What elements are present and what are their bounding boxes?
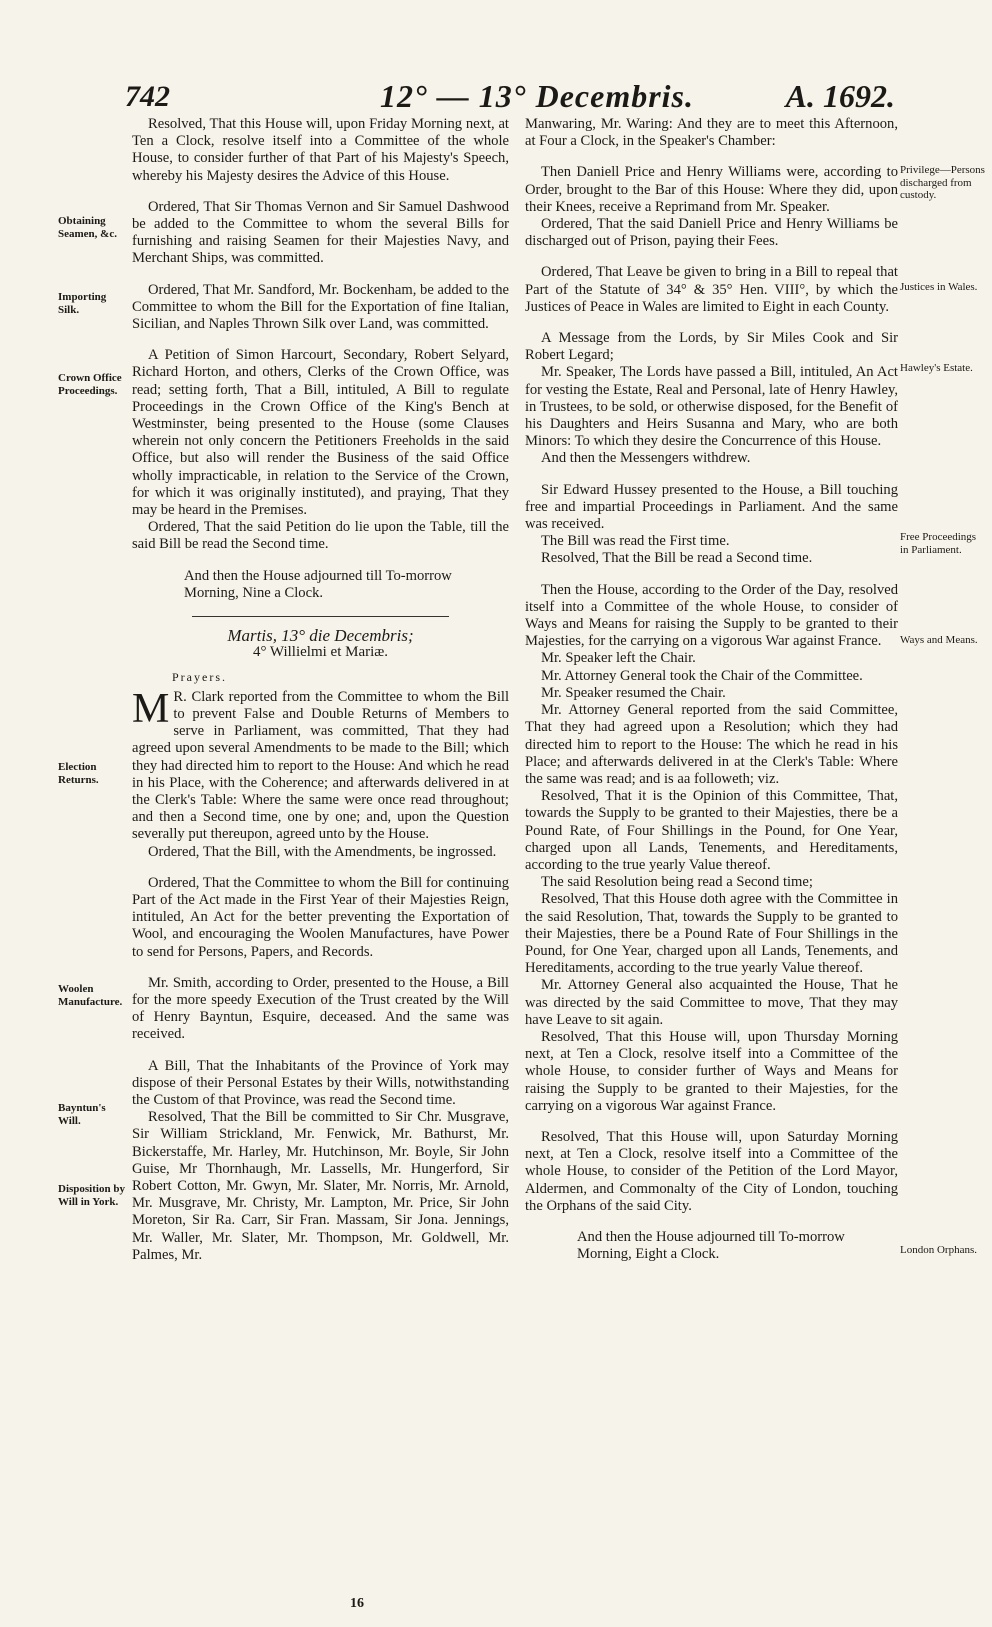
left-column — [132, 116, 509, 1264]
paragraph: Resolved, That this House will, upon Friday Morning next, at Ten a Clock, resolve itself into a Committee of the whole House, to consider further of that Part of his Majesty's Speech, whereby his Majesty desires the Advice of this House. — [132, 116, 509, 184]
paragraph: Mr. Speaker, The Lords have passed a Bill, intituled, An Act for vesting the Estate, Real and Personal, late of Henry Hawley, in Trustees, to be sold, or otherwise disposed, for the Benefit of his Daughters and Heirs Susanna and Mary, who are both Minors: To which they desire the Concurrence of this House. — [525, 364, 898, 450]
running-title: 12° — 13° Decembris. — [380, 78, 694, 114]
right-column — [525, 116, 898, 1263]
paragraph: Then the House, according to the Order of the Day, resolved itself into a Committee of the whole House, to consider of Ways and Means for raising the Supply to be granted to their Majesties, for the carrying on a vigorous War against France. — [525, 581, 898, 650]
paragraph: Mr. Speaker left the Chair. — [541, 650, 696, 667]
paragraph: Resolved, That this House doth agree with the Committee in the said Resolution, That, towards the Supply to be granted to their Majesties, there be a Pound Rate of Four Shillings in the Pound, for One Year, charged upon all Lands, Tenements, and Hereditaments, according to the true yearly Value thereof. — [525, 891, 898, 977]
paragraph: Ordered, That the said Petition do lie upon the Table, till the said Bill be read the Second time. — [132, 519, 509, 553]
margin-note: Obtaining Seamen, &c. — [58, 215, 117, 240]
paragraph: Mr. Attorney General also acquainted the House, That he was directed by the said Committee to move, That they may have Leave to sit again. — [525, 977, 898, 1028]
margin-note: Privilege—Persons discharged from custody. — [900, 164, 985, 201]
margin-note: Free Proceedings in Parliament. — [900, 531, 977, 556]
adjournment: And then the House adjourned till To-morrow Morning, Nine a Clock. — [184, 567, 452, 601]
paragraph-text: R. Clark reported from the Committee to whom the Bill to prevent False and Double Returns of Members to serve in Parliament, was committed, That they had agreed upon several Amendments to be made to the Bill; which they had directed him to report to the House: And which he read in his Place, with the Coherence; and afterwards delivered in at the Clerk's Table: Where the same were once read throughout; and then a Second time, one by one; and, upon the Question severally put thereupon, agreed unto by the House. — [132, 688, 509, 843]
margin-note: Bayntun's Will. — [58, 1102, 106, 1127]
margin-note: London Orphans. — [900, 1244, 977, 1256]
margin-note: Justices in Wales. — [900, 281, 978, 293]
paragraph: Resolved, That the Bill be committed to Sir Chr. Musgrave, Sir William Strickland, Mr. Fenwick, Mr. Bathurst, Mr. Bickerstaffe, Mr. Harley, Mr. Hutchinson, Mr. Boyle, Sir John Guise, Mr Thornhaugh, Mr. Lassells, Mr. Hungerford, Sir Robert Cotton, Mr. Gwyn, Mr. Slater, Mr. Norris, Mr. Arnold, Mr. Musgrave, Mr. Christy, Mr. Lampton, Mr. Price, Sir John Moreton, Sir Ra. Carr, Sir Fran. Massam, Sir Jona. Jennings, Mr. Waller, Mr. Slater, Mr. Thompson, Mr. Goldwell, Mr. Palmes, Mr. — [132, 1109, 509, 1263]
signature-mark: 16 — [350, 1596, 364, 1611]
paragraph: A Bill, That the Inhabitants of the Province of York may dispose of their Personal Estates by their Wills, notwithstanding the Custom of that Province, was read the Second time. — [132, 1057, 509, 1108]
day-heading: Martis, 13° die Decembris; — [227, 626, 414, 646]
paragraph: Resolved, That the Bill be read a Second time. — [541, 550, 813, 567]
margin-note: Election Returns. — [58, 761, 99, 786]
margin-note: Importing Silk. — [58, 291, 107, 316]
paragraph: Ordered, That Mr. Sandford, Mr. Bockenham, be added to the Committee to whom the Bill for the Exportation of fine Italian, Sicilian, and Naples Thrown Silk over Land, was committed. — [132, 281, 509, 333]
paragraph: Resolved, That this House will, upon Saturday Morning next, at Ten a Clock, resolve itself into a Committee of the whole House, to consider of the Petition of the Lord Mayor, Aldermen, and Commonalty of the City of London, touching the Orphans of the said City. — [525, 1128, 898, 1214]
paragraph: Ordered, That the Bill, with the Amendments, be ingrossed. — [148, 843, 497, 860]
paragraph: Sir Edward Hussey presented to the House, a Bill touching free and impartial Proceedings in Parliament. And the same was received. — [525, 481, 898, 533]
margin-note: Woolen Manufacture. — [58, 983, 123, 1008]
margin-note: Disposition by Will in York. — [58, 1183, 125, 1208]
paragraph: Manwaring, Mr. Waring: And they are to meet this Afternoon, at Four a Clock, in the Speaker's Chamber: — [525, 116, 898, 150]
paragraph: A Message from the Lords, by Sir Miles Cook and Sir Robert Legard; — [525, 330, 898, 364]
paragraph: Mr. Attorney General reported from the said Committee, That they had agreed upon a Resolution; which they had directed him to report to the House: The which he read in his Place; and afterwards delivered in at the Clerk's Table: Where the same was read; and is aa followeth; viz. — [525, 702, 898, 787]
paragraph: Ordered, That the Committee to whom the Bill for continuing Part of the Act made in the First Year of their Majesties Reign, intituled, An Act for the better preventing the Exportation of Wool, and encouraging the Woolen Manufactures, have Power to send for Persons, Papers, and Records. — [132, 874, 509, 960]
paragraph: A Petition of Simon Harcourt, Secondary, Robert Selyard, Richard Horton, and others, Clerks of the Crown Office, was read; setting forth, That a Bill, intituled, A Bill to regulate Proceedings in the Crown Office of the King's Bench at Westminster, being presented to the House (some Clauses wherein not only concern the Petitioners Freeholds in the said Office, but also will render the Business of the said Office wholly impracticable, in relation to the Service of the Crown, for which it was originally instituted), and praying, That they may be heard in the Premises. — [132, 347, 509, 519]
prayers-label: Prayers. — [172, 670, 227, 685]
paragraph — [132, 685, 509, 844]
margin-note: Ways and Means. — [900, 634, 978, 646]
margin-note: Crown Office Proceedings. — [58, 372, 122, 397]
drop-cap: M — [132, 685, 170, 732]
paragraph: The Bill was read the First time. — [541, 533, 730, 550]
paragraph: Ordered, That Leave be given to bring in a Bill to repeal that Part of the Statute of 34° & 35° Hen. VIII°, by which the Justices of Peace in Wales are limited to Eight in each County. — [525, 264, 898, 315]
paragraph: The said Resolution being read a Second time; — [541, 874, 813, 891]
paragraph: Ordered, That Sir Thomas Vernon and Sir Samuel Dashwood be added to the Committee to whom the several Bills for furnishing and raising Seamen for their Majesties Navy, and Merchant Ships, was committed. — [132, 198, 509, 267]
paragraph: Mr. Speaker resumed the Chair. — [541, 684, 726, 701]
paragraph: Resolved, That it is the Opinion of this Committee, That, towards the Supply to be granted to their Majesties, there be a Pound Rate, of Four Shillings in the Pound, for One Year, charged upon all Lands, Tenements, and Hereditaments, according to the true yearly Value thereof. — [525, 788, 898, 873]
paragraph: Mr. Attorney General took the Chair of the Committee. — [541, 667, 863, 684]
page-number: 742 — [125, 80, 170, 113]
paragraph: Mr. Smith, according to Order, presented to the House, a Bill for the more speedy Execution of the Trust created by the Will of Henry Bayntun, Esquire, deceased. And the same was received. — [132, 974, 509, 1043]
adjournment: And then the House adjourned till To-morrow Morning, Eight a Clock. — [577, 1228, 845, 1263]
margin-note: Hawley's Estate. — [900, 362, 973, 374]
section-divider — [192, 616, 449, 617]
paragraph: Resolved, That this House will, upon Thursday Morning next, at Ten a Clock, resolve itself into a Committee of the whole House, to consider further of Ways and Means for raising the Supply to be granted to their Majesties, for the carrying on a vigorous War against France. — [525, 1028, 898, 1114]
year-label: A. 1692. — [785, 78, 895, 114]
paragraph: And then the Messengers withdrew. — [541, 450, 751, 467]
paragraph: Ordered, That the said Daniell Price and Henry Williams be discharged out of Prison, paying their Fees. — [525, 216, 898, 250]
paragraph: Then Daniell Price and Henry Williams were, according to Order, brought to the Bar of this House: Where they did, upon their Knees, receive a Reprimand from Mr. Speaker. — [525, 164, 898, 215]
regnal-year: 4° Willielmi et Mariæ. — [252, 644, 389, 661]
